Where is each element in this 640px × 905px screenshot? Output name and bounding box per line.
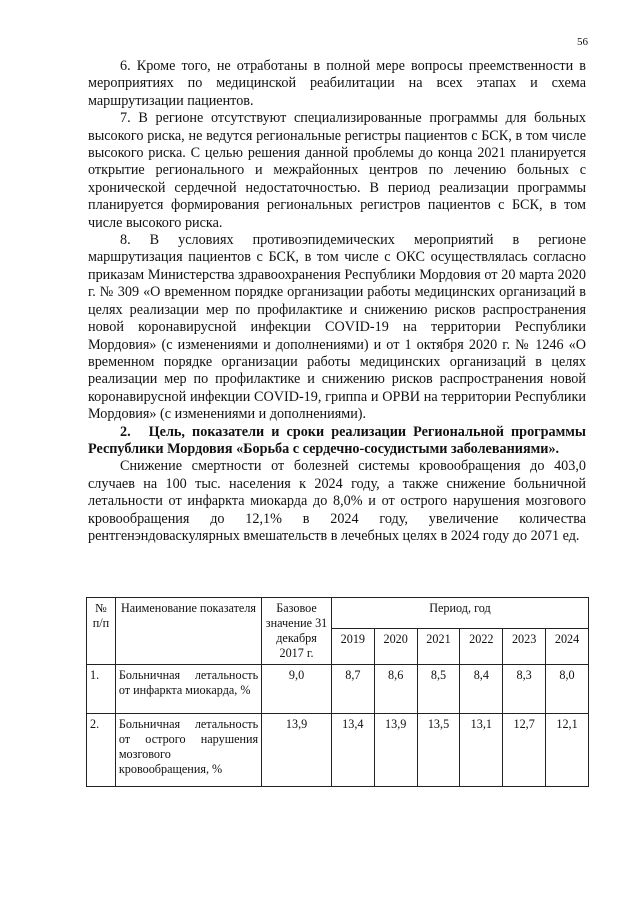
row-value: 8,7	[331, 665, 374, 714]
header-year: 2024	[546, 629, 589, 665]
row-value: 13,4	[331, 714, 374, 787]
row-value: 8,3	[503, 665, 546, 714]
row-name: Больничная летальность от инфаркта миокарда, %	[115, 665, 261, 714]
indicators-table	[86, 597, 589, 787]
table-header-row	[87, 598, 589, 629]
row-name: Больничная летальность от острого нарушения мозгового кровообращения, %	[115, 714, 261, 787]
header-year: 2020	[374, 629, 417, 665]
row-base-value: 9,0	[262, 665, 332, 714]
row-value: 13,9	[374, 714, 417, 787]
section-heading	[88, 424, 586, 459]
row-value: 8,5	[417, 665, 460, 714]
table-row	[87, 665, 589, 714]
row-value: 13,5	[417, 714, 460, 787]
row-num: 1.	[87, 665, 116, 714]
goal-paragraph: Снижение смертности от болезней системы кровообращения до 403,0 случаев на 100 тыс. населения к 2024 году, а также снижение больничной летальности от инфаркта миокарда до 8,0% и от острого нарушения мозгового кровообращения до 12,1% в 2024 году, увеличение количества рентгенэндоваскулярных вмешательств в лечебных целях в 2024 году до 2071 ед.	[88, 458, 586, 544]
header-year: 2022	[460, 629, 503, 665]
header-period: Период, год	[331, 598, 588, 629]
row-value: 12,7	[503, 714, 546, 787]
section-title: Цель, показатели и сроки реализации Региональной программы Республики Мордовия «Борьба с сердечно-сосудистыми заболеваниями».	[88, 423, 586, 457]
row-value: 8,0	[546, 665, 589, 714]
table-row	[87, 714, 589, 787]
row-value: 13,1	[460, 714, 503, 787]
row-base-value: 13,9	[262, 714, 332, 787]
row-num: 2.	[87, 714, 116, 787]
page-number: 56	[577, 36, 588, 48]
header-base: Базовое значение 31 декабря 2017 г.	[262, 598, 332, 665]
header-year: 2023	[503, 629, 546, 665]
header-year: 2019	[331, 629, 374, 665]
row-value: 8,6	[374, 665, 417, 714]
header-num: № п/п	[87, 598, 116, 665]
row-value: 8,4	[460, 665, 503, 714]
paragraph-6: 6. Кроме того, не отработаны в полной мере вопросы преемственности в мероприятиях по медицинской реабилитации на всех этапах и схема маршрутизации пациентов.	[88, 58, 586, 109]
paragraph-7: 7. В регионе отсутствуют специализированные программы для больных высокого риска, не ведутся региональные регистры пациентов с БСК, в том числе высокого риска. С целью решения данной проблемы до конца 2021 планируется открытие регионального и межрайонных центров по лечению больных с хронической сердечной недостаточностью. В период реализации программы планируется формирования региональных регистров пациентов с БСК, в том числе высокого риска.	[88, 110, 586, 231]
paragraph-8: 8. В условиях противоэпидемических мероприятий в регионе маршрутизация пациентов с БСК, в том числе с ОКС осуществлялась согласно приказам Министерства здравоохранения Республики Мордовия от 20 марта 2020 г. № 309 «О временном порядке организации работы медицинских организаций в целях реализации мер по профилактике и снижению рисков распространения новой коронавирусной инфекции COVID-19 на территории Республики Мордовия» (с изменениями и дополнениями) и от 1 октября 2020 г. № 1246 «О временном порядке организации работы медицинских организаций в целях реализации мер по профилактике и снижению рисков распространения новой коронавирусной инфекции COVID-19, гриппа и ОРВИ на территории Республики Мордовия» (с изменениями и дополнениями).	[88, 232, 586, 423]
header-year: 2021	[417, 629, 460, 665]
row-value: 12,1	[546, 714, 589, 787]
section-number: 2.	[120, 423, 131, 440]
header-name: Наименование показателя	[115, 598, 261, 665]
document-body	[88, 58, 586, 545]
